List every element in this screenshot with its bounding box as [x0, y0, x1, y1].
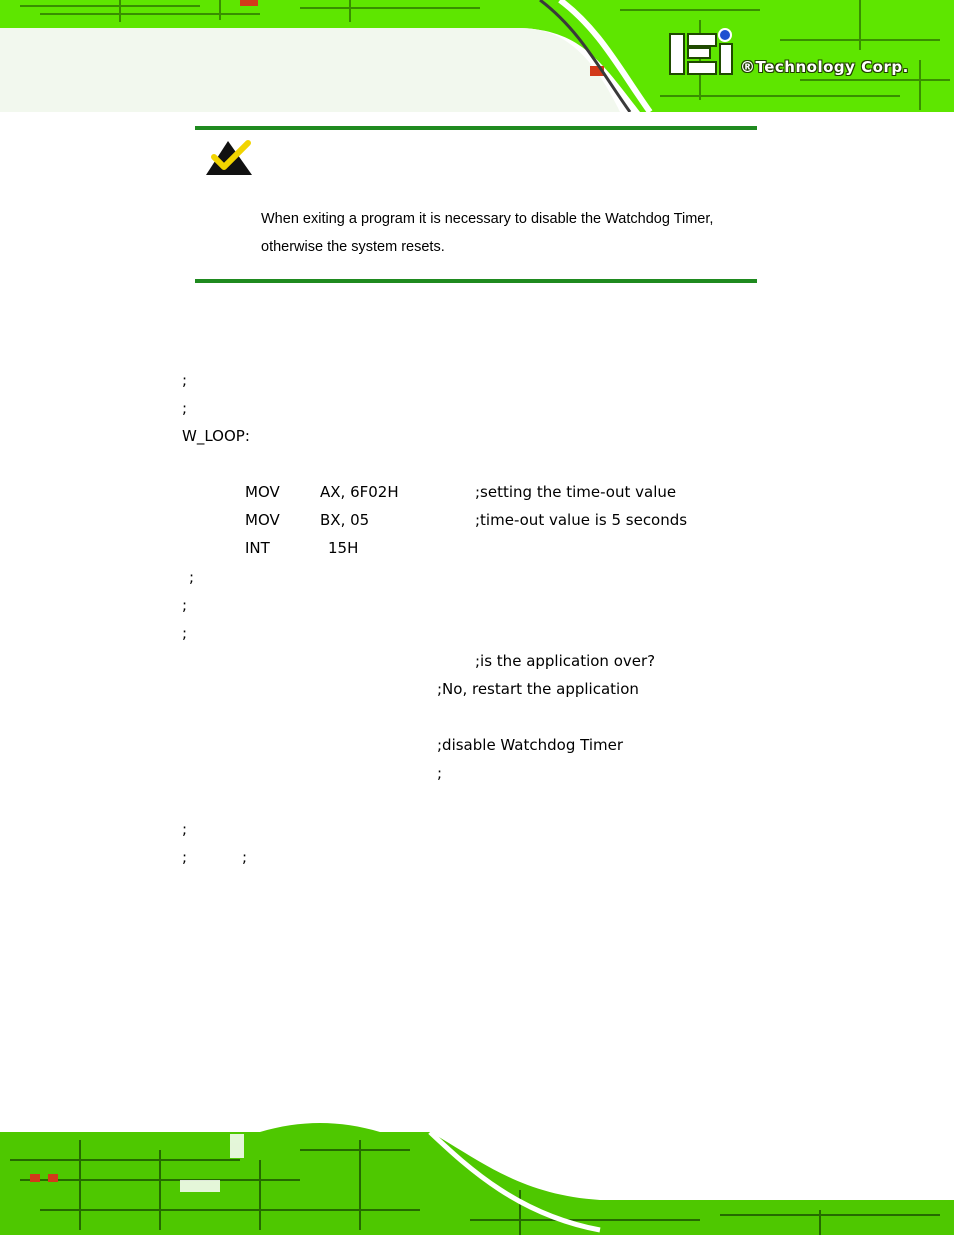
code-line-9: ;	[182, 624, 188, 642]
code-line-7: ;	[189, 568, 195, 586]
code-comment: ;is the application over?	[475, 652, 656, 670]
header-circuit-banner	[0, 0, 954, 112]
code-instr: INT	[245, 539, 270, 557]
code-instr: MOV	[245, 511, 280, 529]
code-operand: AX, 6F02H	[320, 483, 399, 501]
note-text	[261, 205, 761, 261]
code-operand: BX, 05	[320, 511, 370, 529]
code-instr: MOV	[245, 483, 280, 501]
code-operand: 15H	[328, 539, 359, 557]
code-comment: ;	[437, 764, 443, 782]
code-line-14: ;	[182, 820, 188, 838]
code-comment: ;time-out value is 5 seconds	[475, 511, 688, 529]
code-line-15: ;	[182, 848, 188, 866]
note-line-1: When exiting a program it is necessary to disable the Watchdog Timer,	[261, 211, 714, 227]
code-line-1: ;	[182, 371, 188, 389]
code-line-15-b: ;	[242, 848, 248, 866]
code-comment: ;disable Watchdog Timer	[437, 736, 623, 754]
checkmark-note-icon	[204, 137, 254, 177]
note-line-2: otherwise the system resets.	[261, 239, 445, 255]
code-comment: ;No, restart the application	[437, 680, 639, 698]
code-line-8: ;	[182, 596, 188, 614]
note-bottom-rule	[195, 279, 757, 283]
code-comment: ;setting the time-out value	[475, 483, 677, 501]
code-line-2: ;	[182, 399, 188, 417]
note-top-rule	[195, 126, 757, 130]
brand-name: ®Technology Corp.	[740, 58, 909, 76]
code-label-w-loop: W_LOOP:	[182, 427, 250, 445]
footer-circuit-banner	[0, 1120, 954, 1235]
